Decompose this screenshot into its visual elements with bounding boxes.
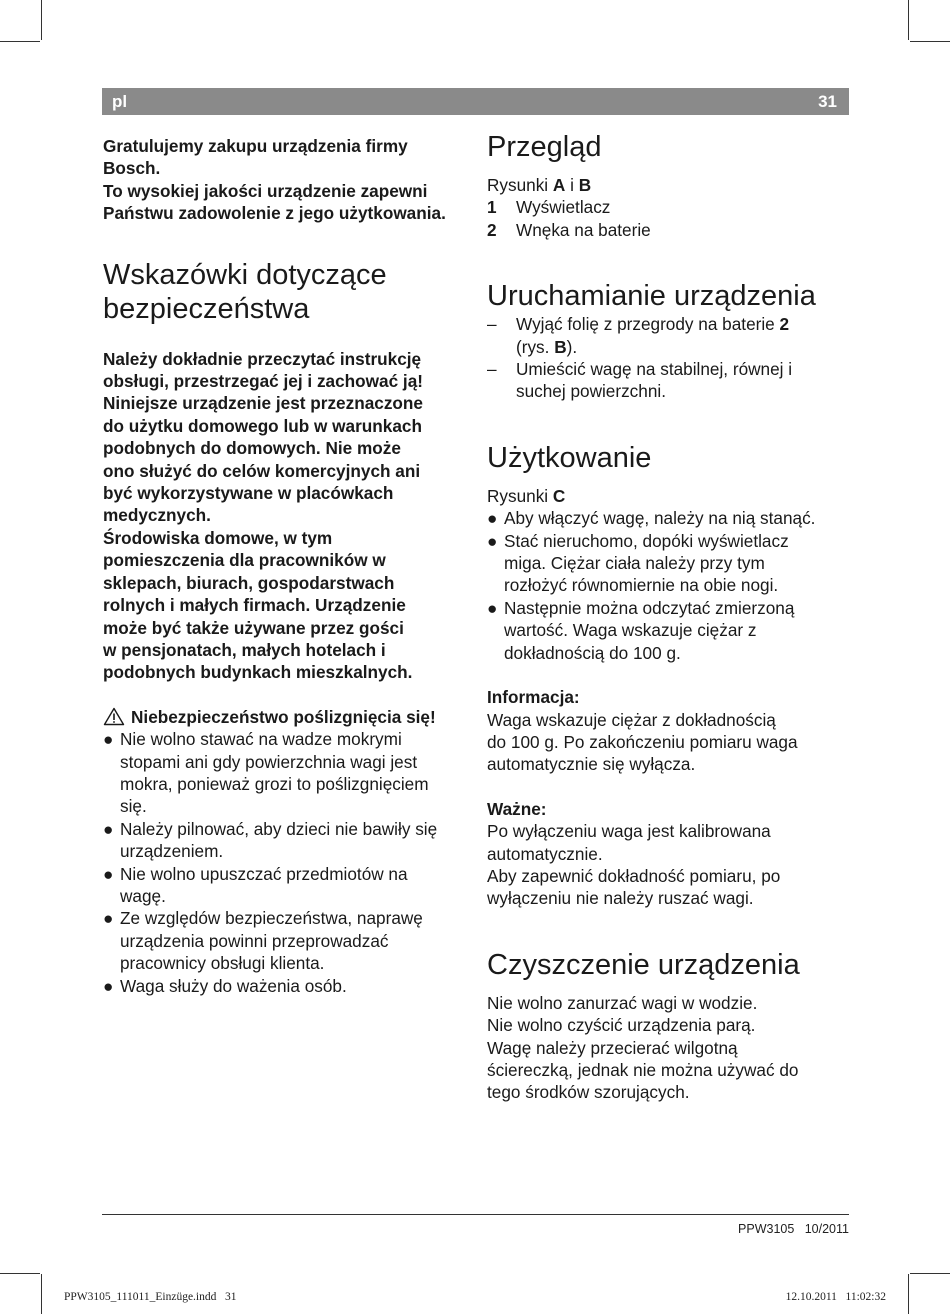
safety-line: pomieszczenia dla pracowników w — [103, 550, 386, 571]
list-item-line: Nie wolno stawać na wadze mokrymi — [120, 729, 402, 750]
safety-line: Środowiska domowe, w tym — [103, 527, 333, 548]
cleaning-line: Wagę należy przecierać wilgotną — [487, 1037, 738, 1058]
list-item-line: wartość. Waga wskazuje ciężar z — [504, 620, 757, 641]
item-number: 1 — [487, 197, 497, 218]
safety-paragraph — [103, 348, 468, 684]
overview-list — [487, 196, 852, 241]
info-line: Waga wskazuje ciężar z dokładnością — [487, 709, 776, 730]
bullet-icon: ● — [103, 863, 114, 884]
safety-line: Niniejsze urządzenie jest przeznaczone — [103, 393, 423, 414]
dash-icon: – — [487, 314, 497, 335]
overview-figures — [487, 174, 852, 196]
safety-heading — [103, 258, 468, 326]
list-item-text: ). — [566, 336, 578, 357]
cleaning-line: Nie wolno czyścić urządzenia parą. — [487, 1015, 756, 1036]
list-item-line: Należy pilnować, aby dzieci nie bawiły się — [120, 818, 438, 839]
list-item-line: Umieścić wagę na stabilnej, równej i — [516, 359, 793, 380]
print-slug-date: 12.10.2011 11:02:32 — [785, 1291, 886, 1303]
page-header-bar — [102, 88, 849, 115]
usage-figures — [487, 485, 852, 507]
crop-mark — [0, 41, 40, 42]
safety-line: ono służyć do celów komercyjnych ani — [103, 460, 421, 481]
bullet-icon: ● — [487, 597, 498, 618]
list-item-line: mokra, ponieważ grozi to poślizgnięciem — [120, 773, 429, 794]
overview-heading: Przegląd — [487, 131, 602, 163]
important-label: Ważne: — [487, 798, 547, 819]
list-item — [487, 219, 852, 241]
bullet-icon: ● — [487, 530, 498, 551]
footer-divider — [102, 1214, 849, 1215]
figure-ref: 2 — [779, 314, 790, 335]
startup-heading: Uruchamianie urządzenia — [487, 280, 816, 313]
list-item-line: dokładnością do 100 g. — [504, 642, 681, 663]
list-item — [103, 907, 468, 974]
crop-mark — [41, 0, 42, 40]
list-item — [487, 507, 852, 529]
list-item-line: Aby włączyć wagę, należy na nią stanąć. — [504, 508, 816, 529]
list-item — [103, 975, 468, 997]
important-line: Aby zapewnić dokładność pomiaru, po — [487, 865, 781, 886]
safety-line: Należy dokładnie przeczytać instrukcję — [103, 348, 422, 369]
list-item-line: Stać nieruchomo, dopóki wyświetlacz — [504, 530, 789, 551]
usage-heading: Użytkowanie — [487, 441, 652, 474]
figure-ref: A — [552, 175, 566, 195]
warning-triangle-icon — [103, 707, 125, 726]
info-label: Informacja: — [487, 687, 580, 708]
important-line: Po wyłączeniu waga jest kalibrowana — [487, 821, 771, 842]
list-item-line: Waga służy do ważenia osób. — [120, 975, 347, 996]
dash-icon: – — [487, 359, 497, 380]
important-line: wyłączeniu nie należy ruszać wagi. — [487, 888, 754, 909]
crop-mark — [908, 0, 909, 40]
bullet-icon: ● — [103, 729, 114, 750]
list-item-line: rozłożyć równomiernie na obie nogi. — [504, 575, 779, 596]
warning-title — [103, 706, 468, 728]
important-note — [487, 798, 852, 910]
bullet-icon: ● — [103, 818, 114, 839]
bullet-icon: ● — [103, 908, 114, 929]
intro-line: Państwu zadowolenie z jego użytkowania. — [103, 203, 446, 224]
list-item — [103, 728, 468, 818]
figure-ref: B — [578, 175, 592, 195]
figure-ref: B — [554, 336, 567, 357]
safety-line: sklepach, biurach, gospodarstwach — [103, 572, 395, 593]
list-item-line: urządzenia powinni przeprowadzać — [120, 930, 389, 951]
bullet-icon: ● — [103, 975, 114, 996]
list-item — [487, 597, 852, 664]
crop-mark — [910, 41, 950, 42]
list-item-line: wagę. — [120, 885, 166, 906]
item-number: 2 — [487, 219, 497, 240]
safety-heading-line: Wskazówki dotyczące — [103, 258, 387, 291]
list-item-line: Nie wolno upuszczać przedmiotów na — [120, 863, 408, 884]
intro-line: To wysokiej jakości urządzenie zapewni — [103, 180, 428, 201]
figures-prefix: Rysunki — [487, 175, 553, 195]
list-item — [487, 358, 852, 403]
list-item-line: miga. Ciężar ciała należy przy tym — [504, 553, 765, 574]
safety-line: może być także używane przez gości — [103, 617, 404, 638]
cleaning-line: tego środków szorujących. — [487, 1082, 690, 1103]
item-text: Wyświetlacz — [516, 197, 611, 218]
warning-title-text: Niebezpieczeństwo poślizgnięcia się! — [131, 706, 436, 727]
language-code: pl — [112, 92, 128, 111]
safety-line: do użytku domowego lub w warunkach — [103, 415, 422, 436]
usage-list — [487, 507, 852, 664]
figures-conjunction: i — [565, 175, 579, 195]
intro-paragraph — [103, 135, 468, 225]
right-column — [487, 130, 852, 1104]
list-item-line: się. — [120, 796, 147, 817]
crop-mark — [0, 1273, 40, 1274]
info-line: do 100 g. Po zakończeniu pomiaru waga — [487, 731, 798, 752]
slip-warning — [103, 706, 468, 997]
crop-mark — [41, 1274, 42, 1314]
figures-prefix: Rysunki — [487, 485, 553, 506]
document-code: PPW3105 10/2011 — [738, 1222, 849, 1236]
safety-line: być wykorzystywane w placówkach — [103, 483, 394, 504]
list-item-line: urządzeniem. — [120, 841, 224, 862]
print-slug-file: PPW3105_111011_Einzüge.indd 31 — [64, 1291, 237, 1303]
list-item — [103, 863, 468, 908]
cleaning-line: ściereczką, jednak nie można używać do — [487, 1059, 799, 1080]
list-item — [103, 818, 468, 863]
list-item-line: Ze względów bezpieczeństwa, naprawę — [120, 908, 423, 929]
safety-line: podobnych do domowych. Nie może — [103, 438, 401, 459]
crop-mark — [910, 1273, 950, 1274]
list-item-text: Wyjąć folię z przegrody na baterie — [516, 314, 780, 335]
startup-list — [487, 313, 852, 403]
bullet-icon: ● — [487, 508, 498, 529]
list-item-line: pracownicy obsługi klienta. — [120, 953, 325, 974]
intro-line: Gratulujemy zakupu urządzenia firmy — [103, 136, 408, 156]
left-column — [103, 135, 468, 997]
important-line: automatycznie. — [487, 843, 603, 864]
page-number: 31 — [818, 92, 837, 111]
list-item — [487, 313, 852, 358]
figure-ref: C — [552, 485, 566, 506]
safety-line: w pensjonatach, małych hotelach i — [103, 639, 386, 660]
safety-line: rolnych i małych firmach. Urządzenie — [103, 595, 406, 616]
item-text: Wnęka na baterie — [516, 219, 651, 240]
list-item — [487, 196, 852, 218]
cleaning-paragraph — [487, 992, 852, 1104]
info-line: automatycznie się wyłącza. — [487, 754, 696, 775]
intro-line: Bosch. — [103, 158, 161, 179]
warning-list — [103, 728, 468, 997]
list-item-line: stopami ani gdy powierzchnia wagi jest — [120, 751, 418, 772]
safety-heading-line: bezpieczeństwa — [103, 292, 310, 325]
safety-line: obsługi, przestrzegać jej i zachować ją! — [103, 371, 423, 392]
crop-mark — [908, 1274, 909, 1314]
list-item — [487, 530, 852, 597]
info-note — [487, 686, 852, 776]
cleaning-line: Nie wolno zanurzać wagi w wodzie. — [487, 992, 758, 1013]
list-item-text: (rys. — [516, 336, 555, 357]
safety-line: podobnych budynkach mieszkalnych. — [103, 662, 413, 683]
cleaning-heading: Czyszczenie urządzenia — [487, 948, 800, 981]
list-item-line: Następnie można odczytać zmierzoną — [504, 597, 795, 618]
list-item-line: suchej powierzchni. — [516, 381, 666, 402]
safety-line: medycznych. — [103, 505, 211, 526]
